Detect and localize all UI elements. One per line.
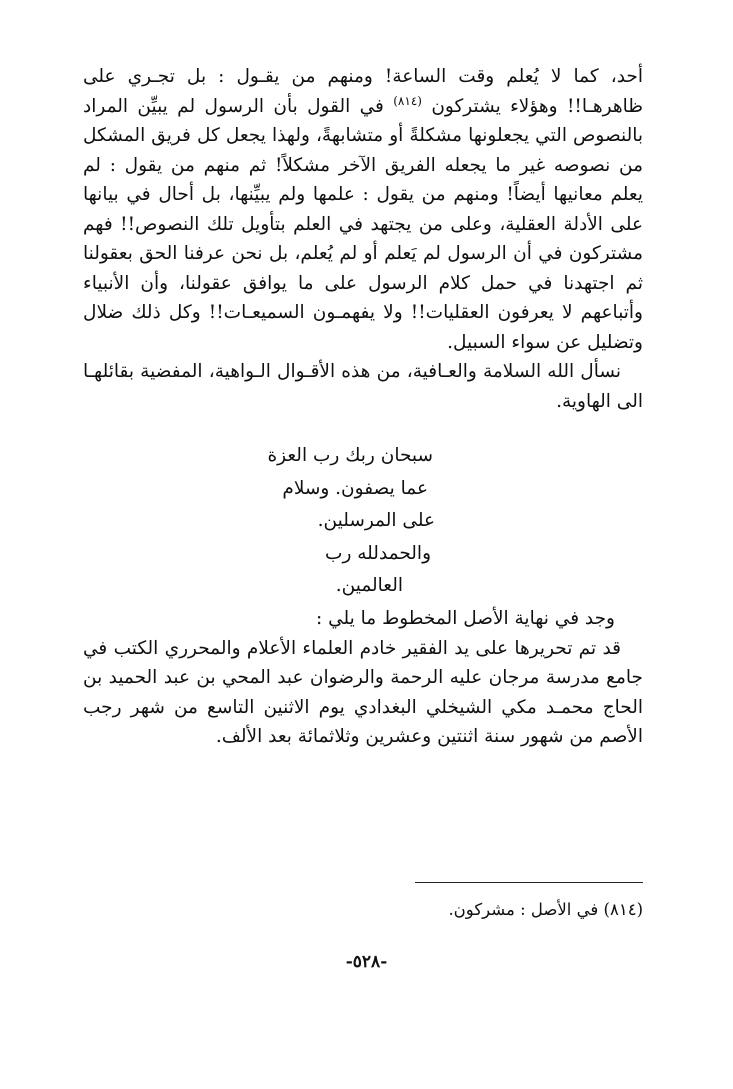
colophon-text: قد تم تحريرها على يد الفقير خادم العلماء الأعلام والمحرري الكتب في جامع مدرسة مرجان عليه الرحمة والرضوان عبد المحي بن عبد الحميد بن الحاج محمـد مكي الشيخلي البغدادي يوم الاثنين التاسع من شهر رجب الأصم من شهور سنة اثنتين وعشرين وثلاثمائة بعد الألف. — [83, 637, 643, 747]
main-line-2: وهؤلاء يشتركون — [431, 95, 558, 117]
footnote-reference: (٨١٤) — [393, 93, 422, 108]
verse-line: سبحان ربك رب العزة — [267, 445, 433, 466]
verse-line: عما يصفون. وسلام — [282, 477, 428, 499]
main-text — [83, 62, 643, 416]
main-line-1: أحد، كما لا يُعلم وقت الساعة! ومنهم من يقـول : بل تجـري على ظاهرهـا!! — [83, 66, 643, 117]
verse-line: العالمين. — [335, 575, 403, 596]
colophon-heading: وجد في نهاية الأصل المخطوط ما يلي : — [315, 608, 615, 629]
closing-verse — [267, 440, 433, 603]
verse-line: والحمدلله رب — [325, 542, 431, 564]
main-paragraph — [83, 62, 643, 357]
prayer-paragraph: نسأل الله السلامة والعـافية، من هذه الأقـوال الـواهية، المفضية بقائلهـا الى الهاوية. — [83, 361, 643, 412]
colophon — [83, 604, 643, 752]
footnote: (٨١٤) في الأصل : مشركون. — [448, 900, 643, 919]
main-line-3: في القول بأن الرسول لم يبيِّن المراد بالنصوص التي يجعلونها مشكلةً أو متشابهةً، ولهذا يجعل كل فريق المشكل من نصوصه غير ما يجعله الفريق الآخر مشكلاً! ثم منهم من يقول : لم يعلم معانيها أيضاً! ومنهم من يقول : علمها ولم يبيِّنها، بل أحال في بيانها على الأدلة العقلية، وعلى من يجتهد في العلم بتأويل تلك النصوص!! فهم مشتركون في أن الرسول لم يَعلم أو لم يُعلم، بل نحن عرفنا الحق بعقولنا ثم اجتهدنا في حمل كلام الرسول على ما يوافق عقولنا، وأن الأنبياء وأتباعهم لا يعرفون العقليات!! ولا يفهمـون السميعـات!! وكل ذلك ضلال وتضليل عن سواء السبيل. — [83, 95, 643, 353]
footnote-divider — [415, 882, 643, 883]
verse-line: على المرسلين. — [317, 510, 435, 531]
page-number: -٥٢٨- — [345, 952, 388, 972]
